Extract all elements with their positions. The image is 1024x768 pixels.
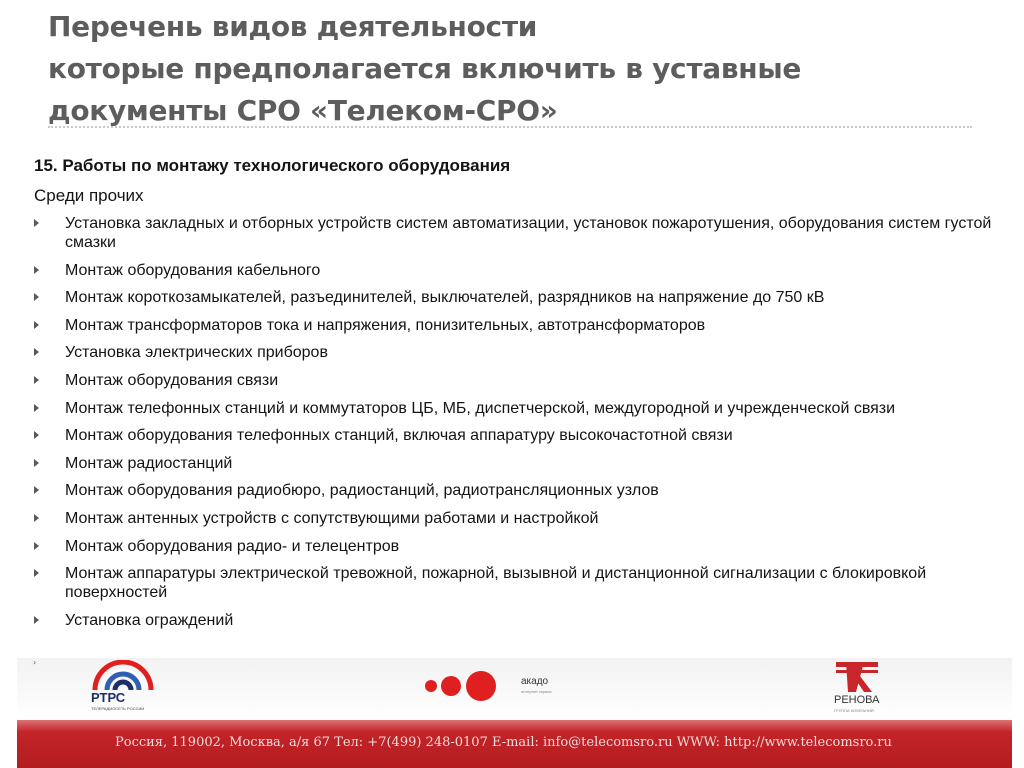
section-subheading: Среди прочих — [34, 186, 144, 205]
list-item — [34, 454, 1009, 473]
list-item — [34, 564, 1009, 602]
list-item — [34, 261, 1009, 280]
bullet-arrow-icon — [34, 486, 39, 494]
list-item — [34, 611, 1009, 630]
list-item-text: Установка ограждений — [65, 611, 234, 629]
list-item — [34, 509, 1009, 528]
list-item-text: Монтаж телефонных станций и коммутаторов ЦБ, МБ, диспетчерской, междугородной и учрежденческой связи — [65, 399, 896, 417]
list-item-text: Монтаж короткозамыкателей, разъединителей, выключателей, разрядников на напряжение до 750 кВ — [65, 289, 825, 307]
slide-title — [48, 6, 988, 132]
list-item-text: Монтаж оборудования радиобюро, радиостанций, радиотрансляционных узлов — [65, 482, 659, 500]
bullet-arrow-icon — [34, 569, 39, 577]
rtrs-logo-name: РТРС — [91, 690, 126, 705]
activity-list — [34, 214, 1009, 638]
akado-logo-icon — [423, 668, 519, 704]
list-item — [34, 288, 1009, 307]
bullet-arrow-icon — [34, 348, 39, 356]
list-item — [34, 343, 1009, 362]
bullet-arrow-icon — [34, 459, 39, 467]
akado-logo-tagline: интернет сервис — [521, 689, 552, 694]
bullet-arrow-icon — [34, 431, 39, 439]
list-item-text: Монтаж трансформаторов тока и напряжения, понизительных, автотрансформаторов — [65, 316, 706, 334]
list-item-text: Монтаж оборудования радио- и телецентров — [65, 537, 400, 555]
renova-logo-tagline: ГРУППА КОМПАНИЙ — [834, 708, 874, 713]
section-heading: 15. Работы по монтажу технологического оборудования — [34, 156, 511, 175]
bullet-arrow-icon — [34, 266, 39, 274]
bullet-arrow-icon — [34, 542, 39, 550]
rtrs-logo-tagline: ТЕЛЕРАДИОСЕТЬ РОССИИ — [91, 706, 145, 711]
title-line-1: Перечень видов деятельности — [48, 10, 538, 43]
bullet-arrow-icon — [34, 616, 39, 624]
bullet-arrow-icon — [34, 376, 39, 384]
footer — [17, 658, 1012, 768]
list-item — [34, 214, 1009, 252]
list-item — [34, 537, 1009, 556]
bullet-arrow-icon — [34, 219, 39, 227]
footer-bar-highlight — [17, 720, 1012, 732]
bullet-arrow-icon — [34, 514, 39, 522]
title-divider — [48, 126, 972, 128]
list-item-text: Монтаж оборудования кабельного — [65, 261, 321, 279]
rtrs-logo — [89, 660, 169, 716]
list-item — [34, 316, 1009, 335]
list-item-text: Установка закладных и отборных устройств систем автоматизации, установок пожаротушения, оборудования систем густой смазки — [65, 215, 992, 251]
renova-logo — [832, 660, 888, 716]
list-item — [34, 371, 1009, 390]
list-item — [34, 426, 1009, 445]
rtrs-logo-icon — [89, 660, 169, 692]
bullet-arrow-icon — [34, 293, 39, 301]
akado-logo — [423, 668, 573, 704]
list-item — [34, 481, 1009, 500]
bullet-arrow-icon — [34, 404, 39, 412]
list-item-text: Монтаж оборудования связи — [65, 371, 279, 389]
list-item-text: Монтаж аппаратуры электрической тревожной, пожарной, вызывной и дистанционной сигнализации с блокировкой поверхностей — [65, 565, 927, 602]
list-item — [34, 399, 1009, 418]
list-item-text: Монтаж радиостанций — [65, 454, 233, 472]
akado-logo-name: акадо — [521, 676, 549, 687]
bullet-arrow-icon — [34, 321, 39, 329]
title-line-2: которые предполагается включить в уставные — [48, 52, 802, 85]
renova-logo-icon — [832, 660, 882, 694]
list-item-text: Монтаж оборудования телефонных станций, включая аппаратуру высокочастотной связи — [65, 427, 733, 445]
title-line-3: документы СРО «Телеком-СРО» — [48, 94, 558, 127]
footer-tiny-mark: › — [33, 658, 37, 667]
list-item-text: Монтаж антенных устройств с сопутствующими работами и настройкой — [65, 509, 599, 527]
renova-logo-name: РЕНОВА — [834, 694, 880, 706]
footer-contact-text: Россия, 119002, Москва, а/я 67 Тел: +7(499) 248-0107 E-mail: info@telecomsro.ru WWW: http://www.telecomsro.ru — [115, 735, 892, 750]
list-item-text: Установка электрических приборов — [65, 344, 328, 362]
